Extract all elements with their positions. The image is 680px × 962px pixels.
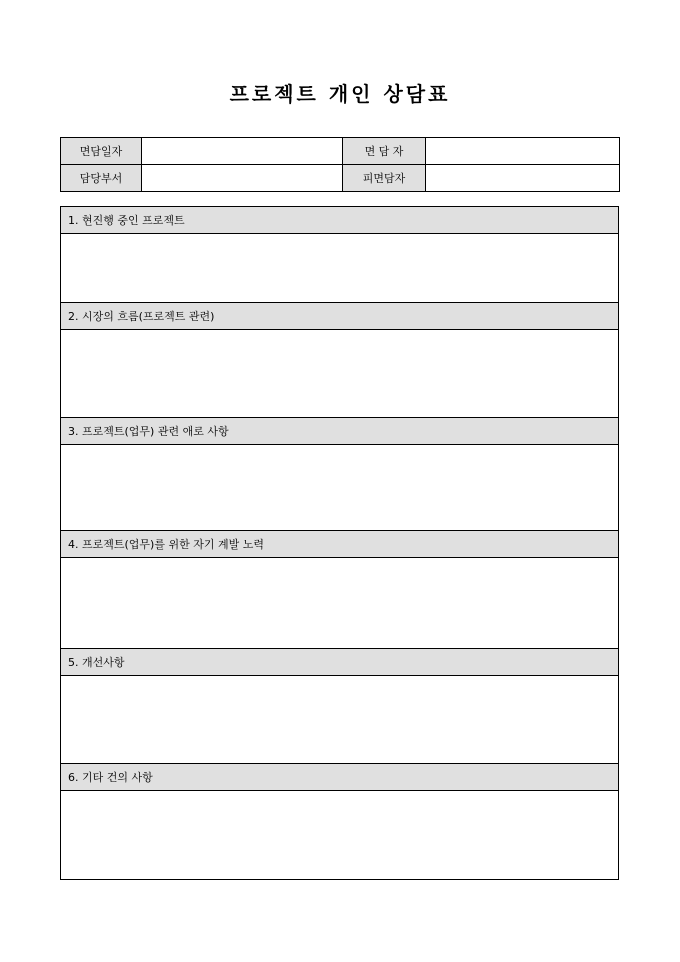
section-2-heading: 2. 시장의 흐름(프로젝트 관련) [61, 303, 618, 330]
interviewer-label: 면 담 자 [343, 138, 426, 165]
department-field[interactable] [142, 165, 343, 192]
section-4-body[interactable] [61, 558, 618, 649]
info-table [60, 137, 620, 192]
interviewee-label: 피면담자 [343, 165, 426, 192]
section-1-body[interactable] [61, 234, 618, 303]
interview-date-field[interactable] [142, 138, 343, 165]
info-row-2 [61, 165, 620, 192]
department-label: 담당부서 [61, 165, 142, 192]
interviewee-field[interactable] [426, 165, 620, 192]
section-3-heading: 3. 프로젝트(업무) 관련 애로 사항 [61, 418, 618, 445]
interviewer-field[interactable] [426, 138, 620, 165]
section-6-heading: 6. 기타 건의 사항 [61, 764, 618, 791]
info-row-1 [61, 138, 620, 165]
page-title: 프로젝트 개인 상담표 [229, 82, 451, 106]
sections-box [60, 206, 619, 880]
section-6-body[interactable] [61, 791, 618, 875]
interview-date-label: 면담일자 [61, 138, 142, 165]
section-3-body[interactable] [61, 445, 618, 531]
section-2-body[interactable] [61, 330, 618, 418]
section-5-heading: 5. 개선사항 [61, 649, 618, 676]
section-1-heading: 1. 현진행 중인 프로젝트 [61, 207, 618, 234]
section-4-heading: 4. 프로젝트(업무)를 위한 자기 계발 노력 [61, 531, 618, 558]
section-5-body[interactable] [61, 676, 618, 764]
